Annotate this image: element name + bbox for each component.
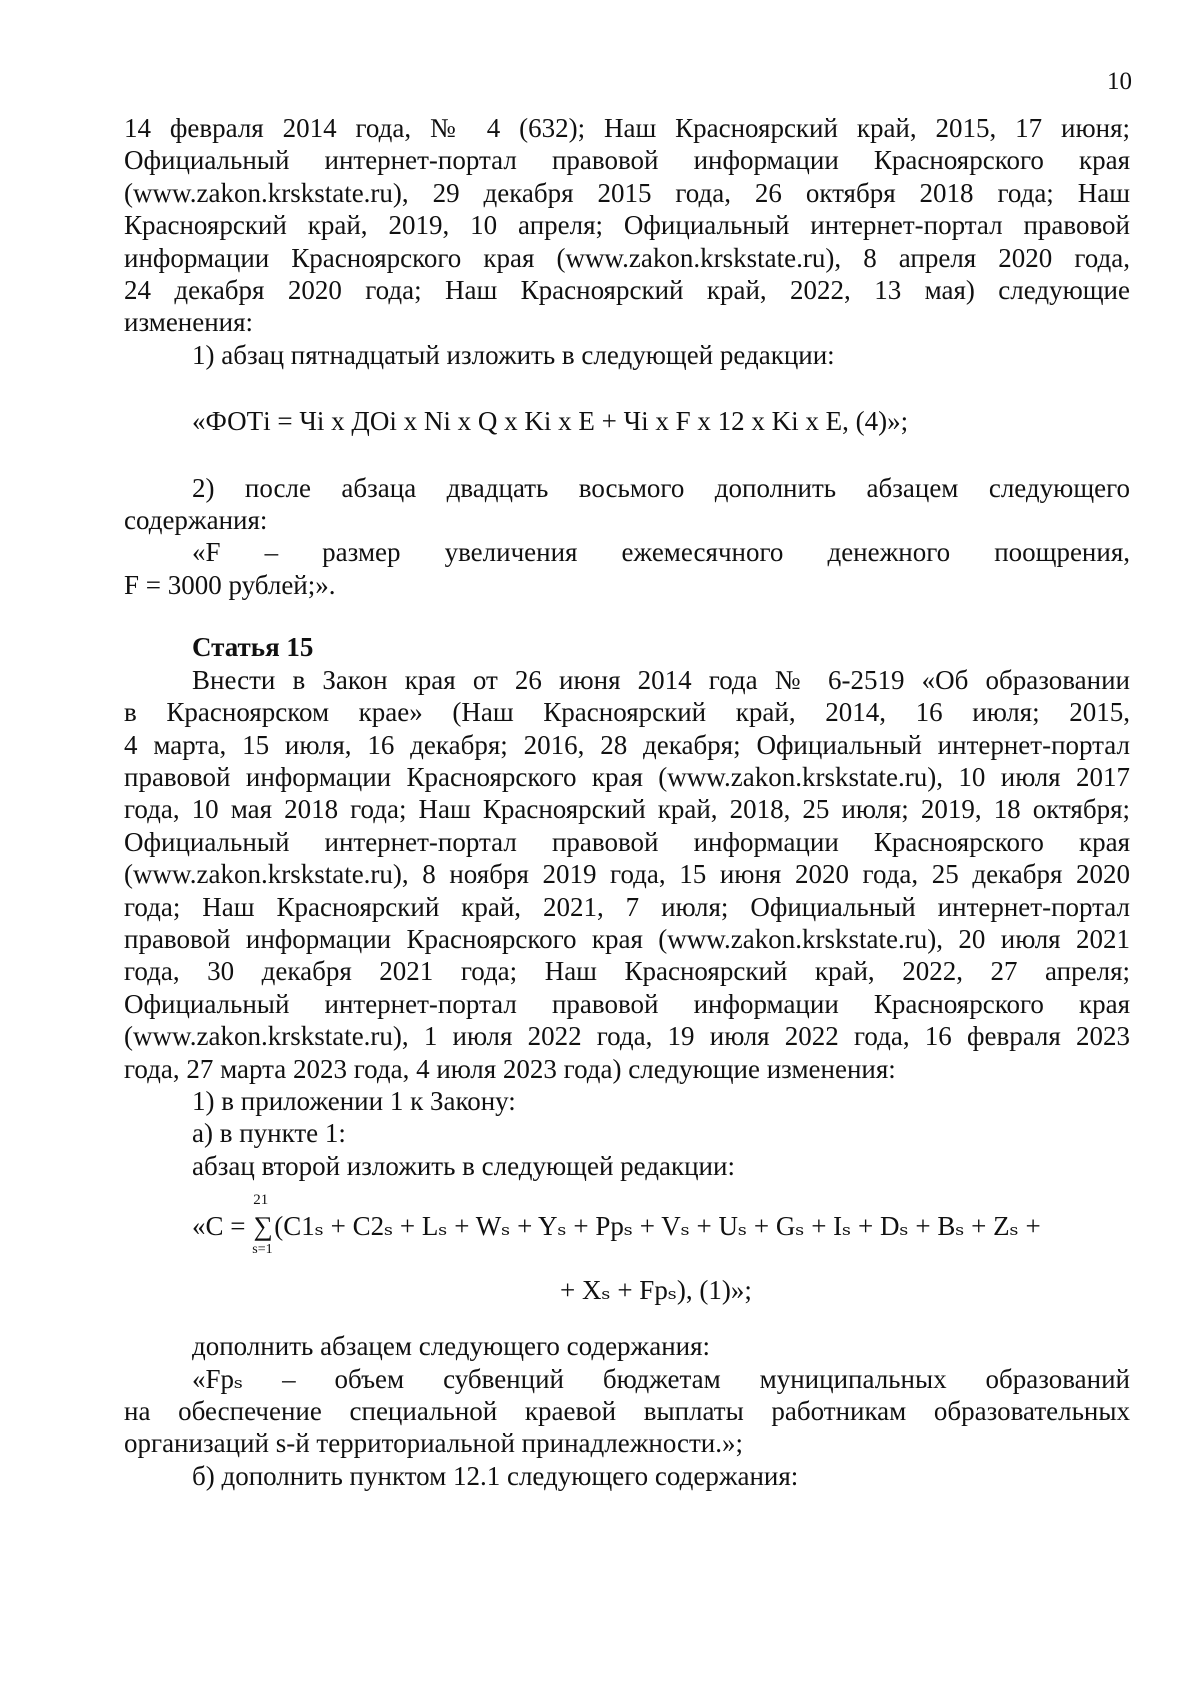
document-body bbox=[124, 112, 1130, 1492]
article-15-line: года, 27 марта 2023 года, 4 июля 2023 года) следующие изменения: bbox=[124, 1053, 896, 1084]
formula-1 bbox=[124, 1182, 1130, 1306]
f-definition-line: F = 3000 рублей;». bbox=[124, 569, 336, 600]
article-15-line: правовой информации Красноярского края (www.zakon.krskstate.ru), 10 июля 2017 bbox=[124, 761, 1130, 792]
fp-definition-line: на обеспечение специальной краевой выплаты работникам образовательных bbox=[124, 1396, 1130, 1426]
formula-4: «ФОТi = Чi x ДОi x Ni x Q x Ki x E + Чi x F x 12 x Ki x E, (4)»; bbox=[192, 406, 909, 437]
summation-upper-limit: 21 bbox=[253, 1192, 269, 1209]
sub-item-a-text: абзац второй изложить в следующей редакции: bbox=[192, 1150, 735, 1181]
intro-line: информации Красноярского края (www.zakon.krskstate.ru), 8 апреля 2020 года, bbox=[124, 242, 1130, 273]
sub-item-a: а) в пункте 1: bbox=[192, 1118, 346, 1149]
article-15-line: правовой информации Красноярского края (www.zakon.krskstate.ru), 20 июля 2021 bbox=[124, 923, 1130, 954]
summation-sign bbox=[252, 1192, 274, 1258]
article-15-line: (www.zakon.krskstate.ru), 8 ноября 2019 года, 15 июня 2020 года, 25 декабря 2020 bbox=[124, 859, 1130, 890]
fp-definition-line: организаций s-й территориальной принадлежности.»; bbox=[124, 1428, 743, 1459]
supplement-intro: дополнить абзацем следующего содержания: bbox=[192, 1331, 711, 1362]
article-15-line: Внести в Закон края от 26 июня 2014 года № 6-2519 «Об образовании bbox=[192, 664, 1130, 695]
formula-1-line-1 bbox=[192, 1192, 1041, 1258]
formula-1-line-2: + Xₛ + Fpₛ), (1)»; bbox=[560, 1275, 752, 1306]
item-2-line: содержания: bbox=[124, 505, 268, 536]
intro-line: Красноярский край, 2019, 10 апреля; Официальный интернет-портал правовой bbox=[124, 210, 1130, 241]
fp-definition-line: «Fpₛ – объем субвенций бюджетам муниципальных образований bbox=[192, 1363, 1130, 1394]
summation-lower-limit: s=1 bbox=[252, 1242, 273, 1258]
article-15-line: в Красноярском крае» (Наш Красноярский край, 2014, 16 июля; 2015, bbox=[124, 697, 1130, 728]
f-definition-line: «F – размер увеличения ежемесячного денежного поощрения, bbox=[192, 537, 1130, 568]
formula-1-open: «C = bbox=[192, 1211, 253, 1242]
article-15-line: 4 марта, 15 июля, 16 декабря; 2016, 28 декабря; Официальный интернет-портал bbox=[124, 729, 1130, 760]
article-15-line: Официальный интернет-портал правовой информации Красноярского края bbox=[124, 826, 1130, 857]
page-number: 10 bbox=[1107, 68, 1132, 95]
intro-line: (www.zakon.krskstate.ru), 29 декабря 2015 года, 26 октября 2018 года; Наш bbox=[124, 177, 1130, 208]
intro-line: изменения: bbox=[124, 307, 254, 338]
sub-item-1: 1) в приложении 1 к Закону: bbox=[192, 1085, 516, 1116]
article-heading: Статья 15 bbox=[192, 632, 314, 663]
formula-1-terms: (C1ₛ + C2ₛ + Lₛ + Wₛ + Yₛ + Ppₛ + Vₛ + Uₛ + Gₛ + Iₛ + Dₛ + Bₛ + Zₛ + bbox=[274, 1211, 1041, 1242]
intro-line: Официальный интернет-портал правовой информации Красноярского края bbox=[124, 145, 1130, 176]
article-15-line: Официальный интернет-портал правовой информации Красноярского края bbox=[124, 988, 1130, 1019]
article-15-line: года, 30 декабря 2021 года; Наш Красноярский край, 2022, 27 апреля; bbox=[124, 956, 1130, 987]
article-15-line: (www.zakon.krskstate.ru), 1 июля 2022 года, 19 июля 2022 года, 16 февраля 2023 bbox=[124, 1021, 1130, 1052]
intro-line: 14 февраля 2014 года, № 4 (632); Наш Красноярский край, 2015, 17 июня; bbox=[124, 113, 1130, 143]
item-2-line: 2) после абзаца двадцать восьмого дополнить абзацем следующего bbox=[192, 472, 1130, 503]
sub-item-b: б) дополнить пунктом 12.1 следующего содержания: bbox=[192, 1460, 799, 1491]
sigma-symbol: ∑ bbox=[253, 1211, 273, 1242]
intro-line: 24 декабря 2020 года; Наш Красноярский край, 2022, 13 мая) следующие bbox=[124, 275, 1130, 306]
item-1: 1) абзац пятнадцатый изложить в следующей редакции: bbox=[192, 339, 835, 370]
article-15-line: года, 10 мая 2018 года; Наш Красноярский край, 2018, 25 июля; 2019, 18 октября; bbox=[124, 794, 1130, 825]
article-15-line: года; Наш Красноярский край, 2021, 7 июля; Официальный интернет-портал bbox=[124, 891, 1130, 922]
